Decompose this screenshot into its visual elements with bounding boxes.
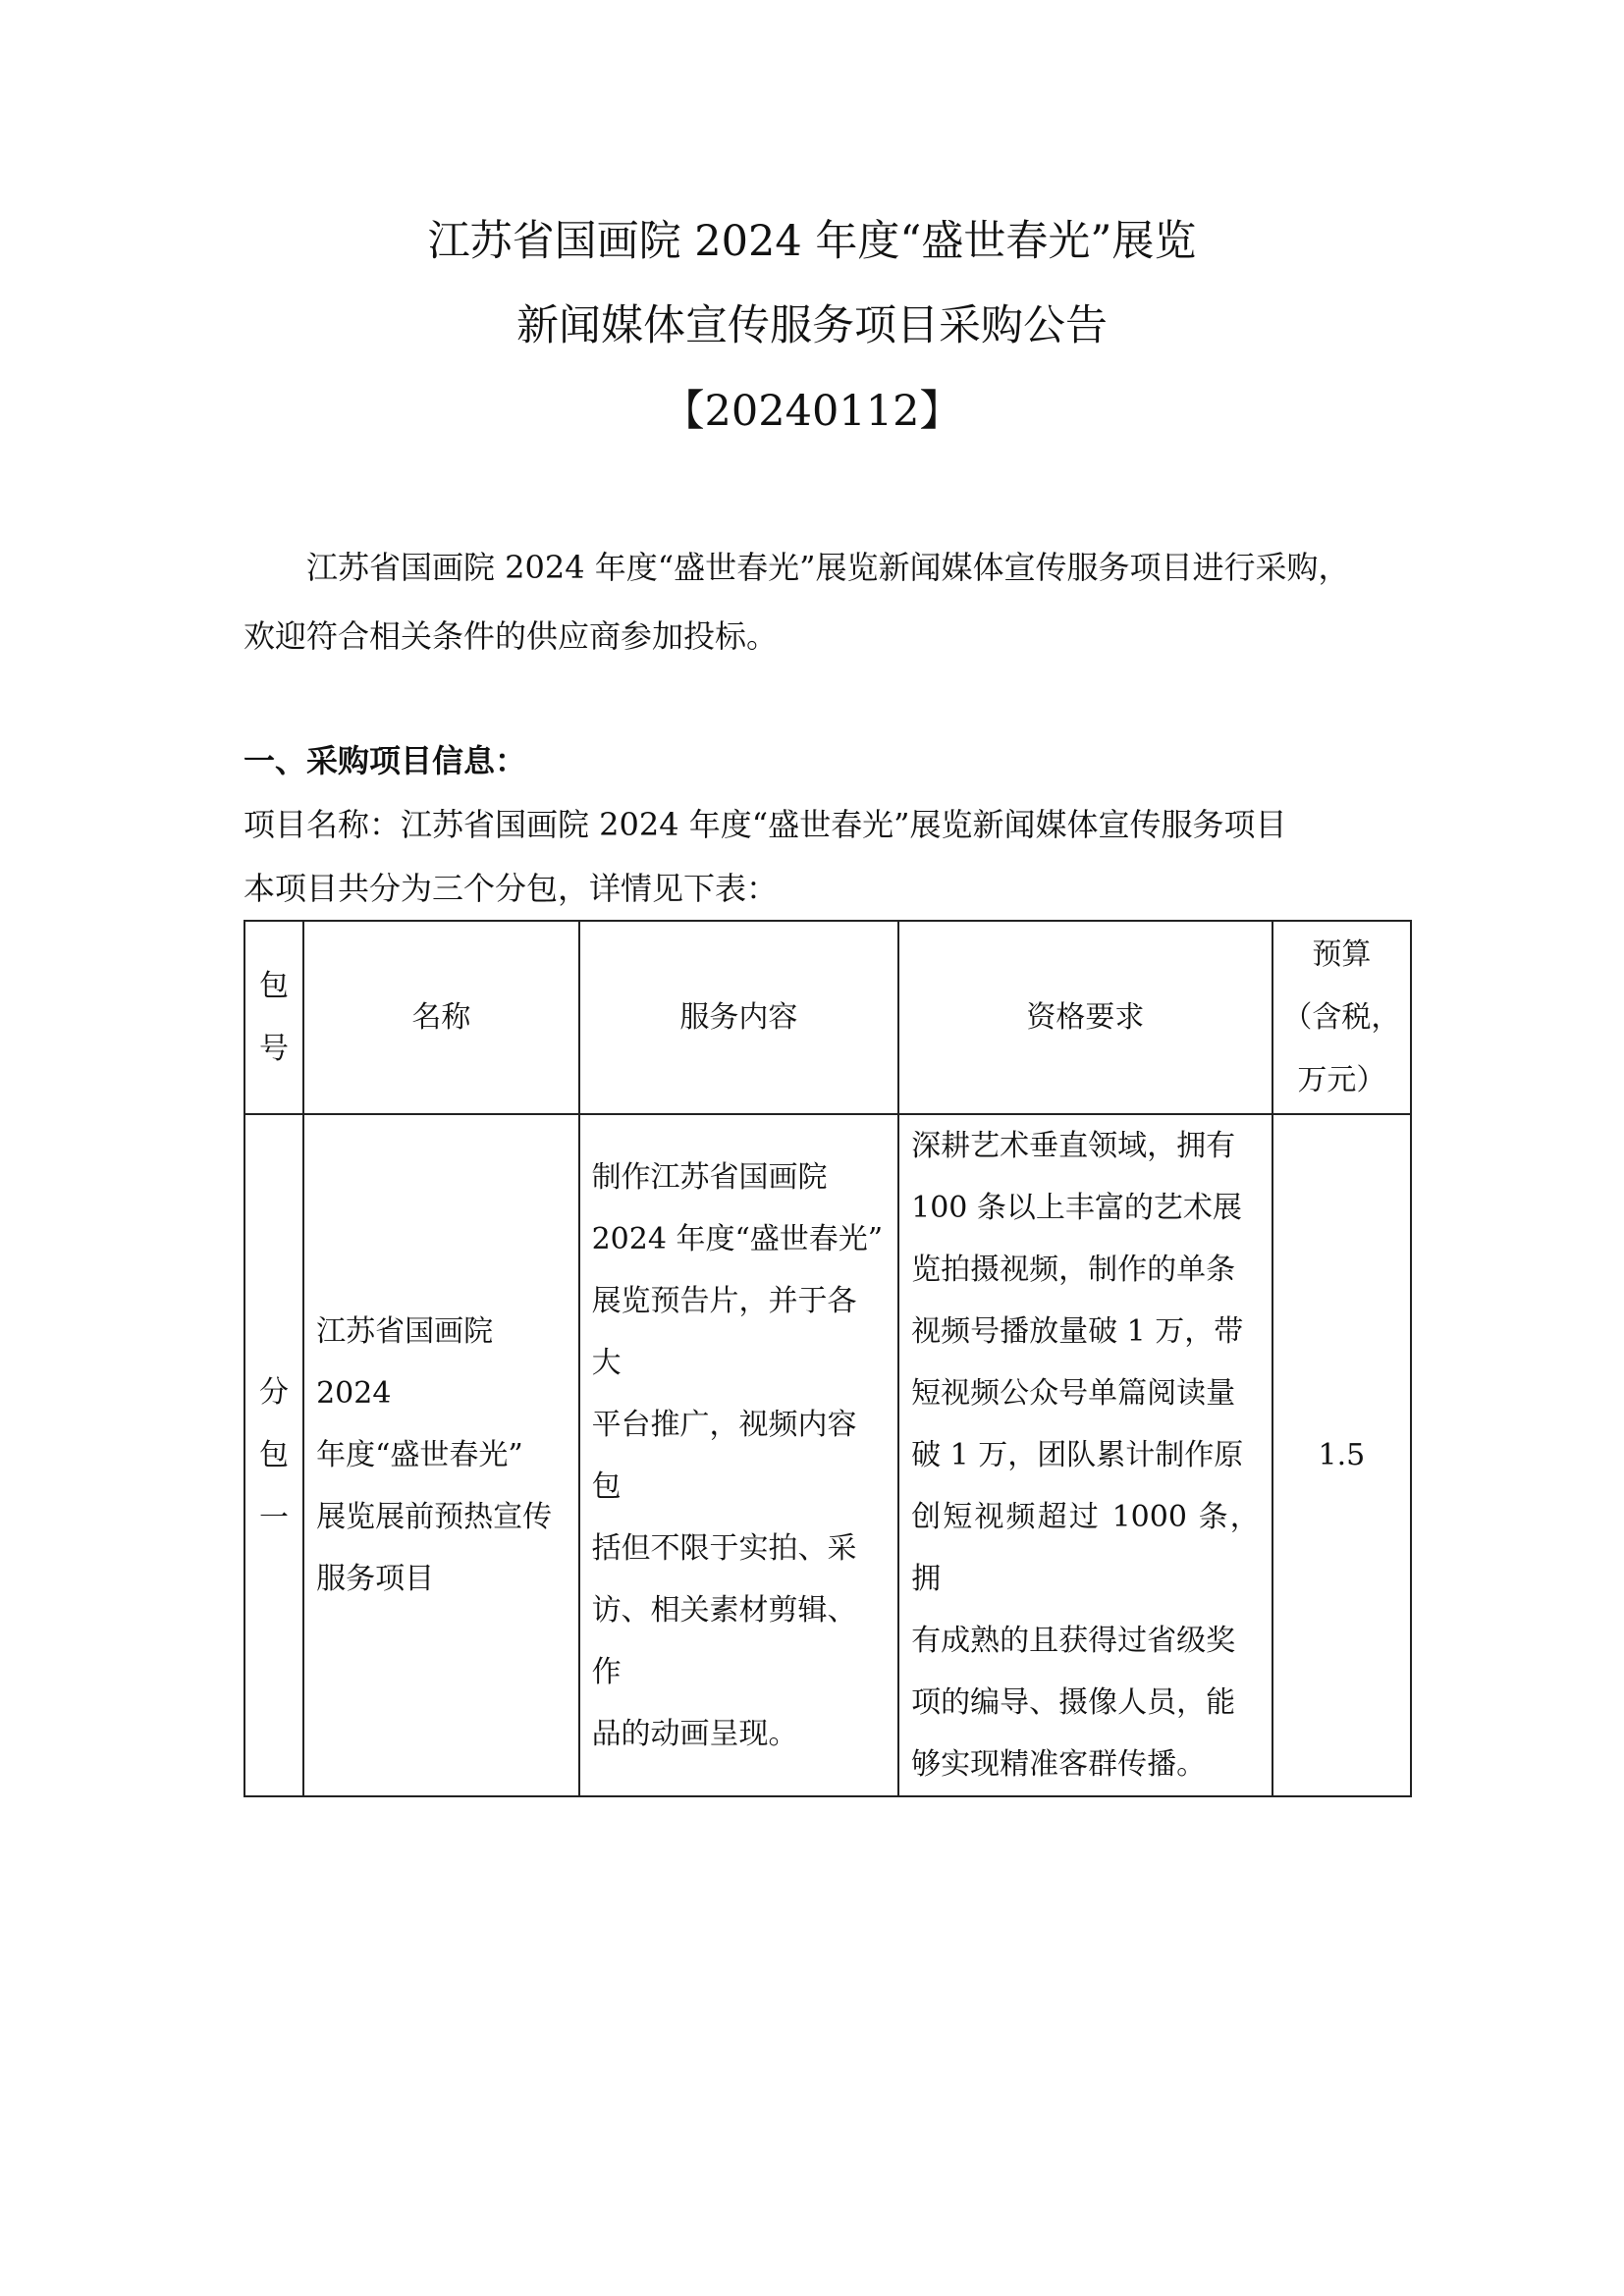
header-budget: 预算 （含税， 万元） [1282,936,1401,1097]
package-description: 本项目共分为三个分包，详情见下表： [244,870,779,907]
row-qualification-cell [898,1114,1272,1796]
row-qualification: 深耕艺术垂直领域，拥有 100 条以上丰富的艺术展 览拍摄视频，制作的单条 视频号播放量破 1 万，带 短视频公众号单篇阅读量 破 1 万，团队累计制作原 创短视频超过 1000 条，拥 有成熟的且获得过省级奖 项的编导、摄像人员，能 够实现精准客群传播。 [911,1129,1260,1782]
header-name: 名称 [303,921,578,1114]
header-service: 服务内容 [579,921,899,1114]
row-name-cell [303,1114,578,1796]
intro-paragraph-line-1: 江苏省国画院 2024 年度“盛世春光”展览新闻媒体宣传服务项目进行采购， [306,549,1350,586]
title-line-2: 新闻媒体宣传服务项目采购公告 [516,301,1108,350]
header-budget-cell [1272,921,1411,1114]
announcement-number: 【20240112】 [662,387,962,436]
table-header-row [244,921,1411,1114]
table-row [244,1114,1411,1796]
section-heading: 一、采购项目信息： [244,742,527,779]
header-package-cell [244,921,303,1114]
row-service: 制作江苏省国画院 2024 年度“盛世春光” 展览预告片，并于各大 平台推广，视频内容包 括但不限于实拍、采 访、相关素材剪辑、作 品的动画呈现。 [591,1159,884,1751]
row-service-cell [579,1114,899,1796]
row-name: 江苏省国画院 2024 年度“盛世春光” 展览展前预热宣传 服务项目 [316,1314,553,1596]
package-table [244,920,1412,1797]
row-package-cell [244,1114,303,1796]
title-line-1: 江苏省国画院 2024 年度“盛世春光”展览 [427,217,1197,266]
row-budget: 1.5 [1272,1114,1411,1796]
intro-paragraph-line-2: 欢迎符合相关条件的供应商参加投标。 [244,617,779,655]
header-qualification: 资格要求 [898,921,1272,1114]
header-package: 包 号 [259,968,290,1066]
project-name: 项目名称：江苏省国画院 2024 年度“盛世春光”展览新闻媒体宣传服务项目 [244,806,1287,843]
row-package: 分 包 一 [259,1374,290,1535]
